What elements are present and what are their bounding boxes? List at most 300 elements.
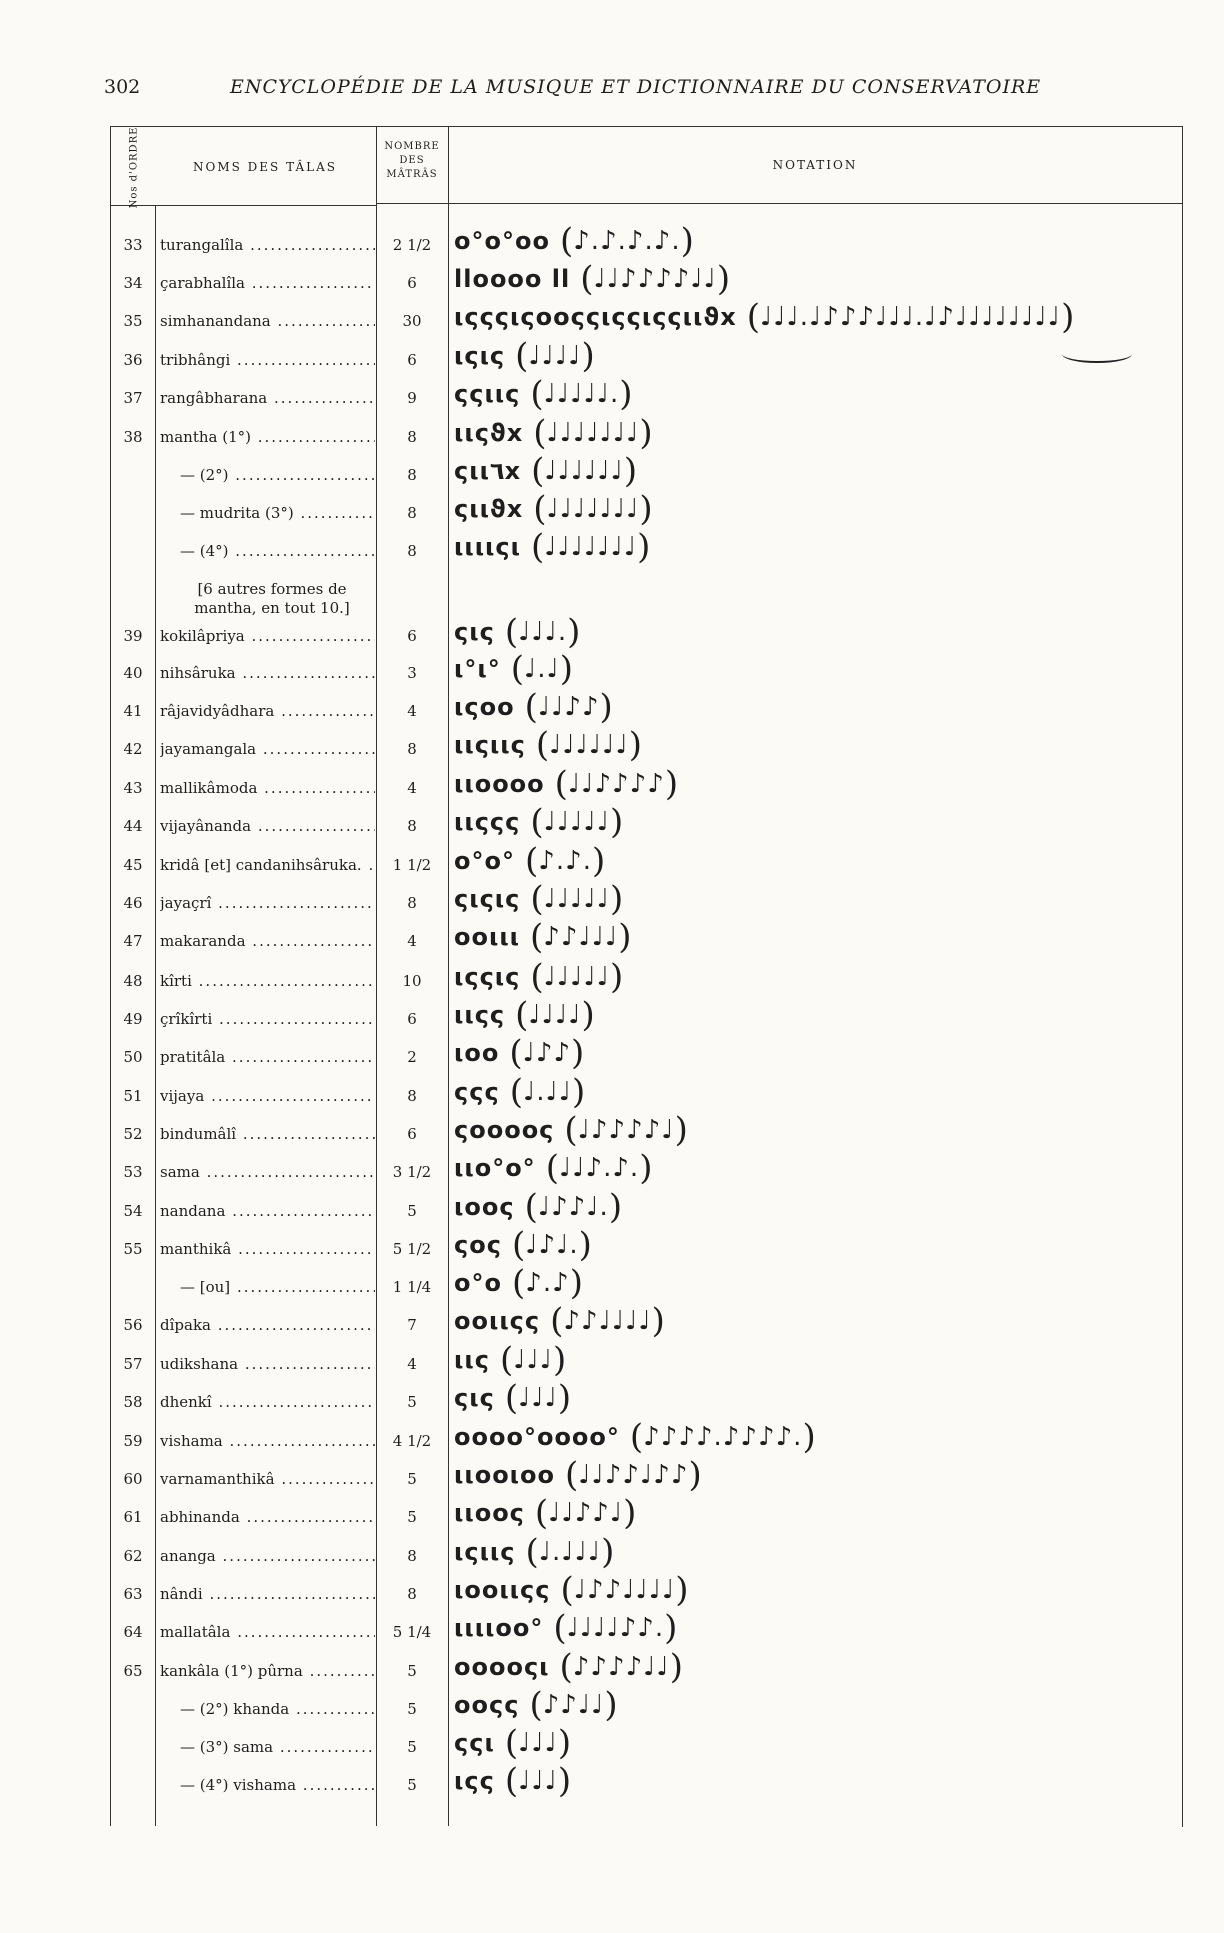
syllabic-notation: ooιιι [454,923,521,951]
music-notes: ♩♪♪♩♩♩♩ [573,1575,676,1605]
tala-name: kankâla (1°) pûrna ..... [160,1662,375,1680]
open-paren: ( [530,802,544,842]
music-notes: ♩♩♩♩♩♩♩ [546,418,640,448]
music-notes: ♩♩♩♩♩ [543,884,610,914]
syllabic-notation: o°o°oo [454,227,550,255]
syllabic-notation: ooooςι [454,1653,550,1681]
notation-cell [454,1685,618,1725]
notation-cell [454,1570,689,1610]
syllabic-notation: ιιoooo [454,770,545,798]
notation-cell [454,1723,572,1763]
matra-count: 4 1/2 [392,1432,432,1450]
close-paren: ) [688,1455,702,1495]
notation-cell [454,1493,637,1533]
table-row [0,726,1224,764]
tala-name: — (4°) ..... [160,542,375,560]
notation-cell [454,1378,572,1418]
notation-cell [454,336,595,376]
close-paren: ) [664,764,679,804]
tala-name: — (3°) sama ..... [160,1738,375,1756]
notation-cell [454,489,653,529]
music-notes: ♩♪♩. [525,1230,579,1260]
row-number: 37 [123,389,143,407]
row-number: 44 [123,817,143,835]
open-paren: ( [499,1340,514,1380]
syllabic-notation: ςςς [454,1078,500,1106]
tala-name: dhenkî ..... [160,1393,375,1411]
close-paren: ) [609,879,624,919]
row-number: 64 [123,1623,143,1641]
close-paren: ) [572,1072,586,1112]
notation-cell [454,451,638,491]
row-number: 59 [123,1432,143,1450]
notation-cell [454,1301,665,1341]
notation-cell [454,221,694,261]
close-paren: ) [674,1110,688,1150]
row-number: 65 [123,1662,143,1680]
table-row [0,1341,1224,1379]
close-paren: ) [557,1378,572,1418]
table-row [0,1149,1224,1187]
open-paren: ( [559,221,574,261]
syllabic-notation: ιιιιςι [454,533,521,561]
notation-cell [454,1072,586,1112]
music-notes: ♪♪♩♩♩ [543,922,619,952]
open-paren: ( [530,527,545,567]
tala-name: rangâbharana ..... [160,389,375,407]
open-paren: ( [530,374,544,414]
syllabic-notation: ιιooιoo [454,1461,556,1489]
open-paren: ( [533,413,547,453]
table-row [0,1686,1224,1724]
row-number: 34 [123,274,143,292]
tala-name: abhinanda ..... [160,1508,375,1526]
open-paren: ( [533,489,547,529]
syllabic-notation: ιιooς [454,1499,525,1527]
row-number: 41 [123,702,143,720]
syllabic-notation: ιςις [454,342,506,370]
notation-cell [454,1340,567,1380]
table-row [0,1264,1224,1302]
matra-count: 8 [407,894,417,912]
table-row [0,490,1224,528]
tala-name: — (2°) ..... [160,466,375,484]
syllabic-notation: ςιςις [454,885,521,913]
close-paren: ) [639,413,653,453]
row-number: 61 [123,1508,143,1526]
matra-count: 6 [407,351,417,369]
notation-cell [454,527,651,567]
close-paren: ) [609,802,624,842]
syllabic-notation: ιςςις [454,963,521,991]
notation-cell [454,725,642,765]
close-paren: ) [664,1608,678,1648]
matra-count: 5 [407,1776,417,1794]
syllabic-notation: lloooo ll [454,265,571,293]
table-row [0,528,1224,566]
matra-count: 9 [407,389,417,407]
close-paren: ) [601,1532,615,1572]
syllabic-notation: ςιι٦x [454,457,522,485]
close-paren: ) [567,612,581,652]
tala-name: udikshana ..... [160,1355,375,1373]
row-number: 36 [123,351,143,369]
tala-name: mallatâla ..... [160,1623,375,1641]
row-number: 45 [123,856,143,874]
notation-cell [454,841,606,881]
music-notes: ♩♩♪♪♩♪♪ [578,1460,689,1490]
matra-count: 5 [407,1508,417,1526]
close-paren: ) [557,1723,572,1763]
row-number: 56 [123,1316,143,1334]
row-number: 55 [123,1240,143,1258]
notation-cell [454,1033,585,1073]
tala-name: simhanandana ..... [160,312,375,330]
music-notes: ♩♩♩ [518,1766,558,1796]
matra-count: 2 [407,1048,417,1066]
matra-count: 5 1/2 [392,1240,432,1258]
notation-cell [454,917,632,957]
syllabic-notation: ιιo°o° [454,1154,536,1182]
syllabic-notation: ιις [454,1346,490,1374]
table-row [0,1379,1224,1417]
syllabic-notation: ιςoo [454,693,515,721]
notation-cell [454,1761,572,1801]
row-number: 51 [123,1087,143,1105]
close-paren: ) [581,336,595,376]
matra-count: 30 [402,312,422,330]
close-paren: ) [680,221,694,261]
close-paren: ) [571,1033,585,1073]
open-paren: ( [629,1417,644,1457]
close-paren: ) [639,489,653,529]
syllabic-notation: o°o° [454,847,515,875]
header-rule [376,203,1182,204]
table-row [0,842,1224,880]
table-row [0,918,1224,956]
table-row [0,1188,1224,1226]
table-row [0,1724,1224,1762]
music-notes: ♩♩♪♪ [537,692,600,722]
music-notes: ♩♩♩♩♪♪. [566,1613,665,1643]
music-notes: ♩♩♪♪♪♪ [567,769,665,799]
syllabic-notation: ιιςςς [454,808,521,836]
close-paren: ) [637,527,651,567]
matra-count: 6 [407,1125,417,1143]
music-notes: ♩.♩♩♩ [538,1537,602,1567]
syllabic-notation: ooςς [454,1691,520,1719]
table-row [0,1226,1224,1264]
tala-name: nandana ..... [160,1202,375,1220]
music-notes: ♪.♪.♪.♪. [573,226,681,256]
matra-count: 8 [407,1087,417,1105]
close-paren: ) [559,649,574,689]
row-number: 40 [123,664,143,682]
open-paren: ( [504,1378,519,1418]
tala-name: mantha (1°) ..... [160,428,375,446]
syllabic-notation: ςςι [454,1729,495,1757]
tala-name: varnamanthikâ ..... [160,1470,375,1488]
notation-cell [454,1263,583,1303]
syllabic-notation: ι°ι° [454,655,501,683]
matra-count: 4 [407,932,417,950]
row-number: 50 [123,1048,143,1066]
notation-cell [454,1417,816,1457]
close-paren: ) [639,1148,653,1188]
matra-count: 8 [407,542,417,560]
close-paren: ) [628,725,642,765]
open-paren: ( [746,297,760,337]
tala-name: turangalîla ..... [160,236,375,254]
row-number: 47 [123,932,143,950]
open-paren: ( [560,1570,574,1610]
open-paren: ( [530,957,544,997]
music-notes: ♪♪♪♪.♪♪♪♪. [643,1422,803,1452]
music-notes: ♩♩♩♩ [528,1000,582,1030]
tala-name: râjavidyâdhara ..... [160,702,375,720]
matra-count: 5 [407,1470,417,1488]
matra-count: 8 [407,817,417,835]
music-notes: ♪.♪ [525,1268,570,1298]
table-row [0,1571,1224,1609]
matra-count: 5 [407,1700,417,1718]
open-paren: ( [524,687,538,727]
tala-name: — (4°) vishama ..... [160,1776,375,1794]
open-paren: ( [509,1072,523,1112]
matra-count: 2 1/2 [392,236,432,254]
tala-name: — mudrita (3°) ..... [160,504,375,522]
table-row [0,260,1224,298]
music-notes: ♩.♩♩ [522,1077,573,1107]
notation-cell [454,1608,678,1648]
row-number: 60 [123,1470,143,1488]
close-paren: ) [591,841,606,881]
music-notes: ♩♩♩ [513,1345,553,1375]
open-paren: ( [515,995,529,1035]
table-row [0,1073,1224,1111]
row-number: 35 [123,312,143,330]
matra-count: 5 [407,1738,417,1756]
open-paren: ( [529,1685,543,1725]
matra-count: 3 [407,664,417,682]
table-note: [6 autres formes de mantha, en tout 10.] [194,580,350,617]
open-paren: ( [580,259,594,299]
tala-name: çarabhalîla ..... [160,274,375,292]
syllabic-notation: ιςς [454,1767,495,1795]
header-matras: NOMBRE DES MÂTRÂS [384,141,440,180]
row-number: 49 [123,1010,143,1028]
open-paren: ( [530,917,544,957]
syllabic-notation: ςoς [454,1231,502,1259]
notation-cell [454,1225,592,1265]
music-notes: ♩♩♪♪♩ [548,1498,624,1528]
music-notes: ♩♩♩♩♩♩ [549,730,629,760]
table-row [0,1418,1224,1456]
table-row [0,298,1224,336]
open-paren: ( [511,1225,526,1265]
music-notes: ♩♩♩♩♩ [543,807,610,837]
row-number: 42 [123,740,143,758]
table-row [0,765,1224,803]
notation-cell [454,1532,615,1572]
close-paren: ) [581,995,595,1035]
open-paren: ( [525,1532,539,1572]
table-row [0,414,1224,452]
open-paren: ( [530,879,544,919]
open-paren: ( [524,1187,538,1227]
notation-cell [454,879,624,919]
tala-name: kokilâpriya ..... [160,627,375,645]
matra-count: 5 [407,1662,417,1680]
table-row [0,650,1224,688]
close-paren: ) [569,1263,583,1303]
music-notes: ♩♩♩♩♩♩♩ [544,532,638,562]
open-paren: ( [535,725,550,765]
table-row [0,1034,1224,1072]
matra-count: 8 [407,1547,417,1565]
tala-name: — (2°) khanda ..... [160,1700,375,1718]
music-notes: ♩♩♪♪♪♪♩♩ [593,264,717,294]
tala-name: nihsâruka ..... [160,664,375,682]
header-names: NOMS DES TÂLAS [193,160,337,174]
open-paren: ( [559,1647,573,1687]
tala-name: çrîkîrti ..... [160,1010,375,1028]
row-number: 63 [123,1585,143,1603]
music-notes: ♩♩♩ [518,1728,558,1758]
table-row [0,1111,1224,1149]
table-row [0,958,1224,996]
open-paren: ( [565,1455,579,1495]
matra-count: 8 [407,504,417,522]
tala-name: tribhângi ..... [160,351,375,369]
row-number: 62 [123,1547,143,1565]
close-paren: ) [608,1187,623,1227]
table-row [0,375,1224,413]
row-number: 54 [123,1202,143,1220]
close-paren: ) [553,1340,567,1380]
running-title: ENCYCLOPÉDIE DE LA MUSIQUE ET DICTIONNAIRE DU CONSERVATOIRE [230,76,1042,98]
matra-count: 4 [407,702,417,720]
open-paren: ( [509,1033,523,1073]
open-paren: ( [564,1110,578,1150]
syllabic-notation: ιoo [454,1039,500,1067]
tala-name: manthikâ ..... [160,1240,375,1258]
syllabic-notation: ιooιιςς [454,1576,551,1604]
table-row [0,452,1224,490]
notation-cell [454,1148,653,1188]
open-paren: ( [515,336,529,376]
notation-cell [454,957,624,997]
matra-count: 8 [407,428,417,446]
matra-count: 7 [407,1316,417,1334]
syllabic-notation: ςις [454,618,495,646]
matra-count: 1 1/4 [392,1278,432,1296]
tala-name: mallikâmoda ..... [160,779,375,797]
header-notation: NOTATION [772,158,858,172]
open-paren: ( [550,1301,564,1341]
music-notes: ♩.♩ [523,654,560,684]
close-paren: ) [557,1761,572,1801]
matra-count: 8 [407,466,417,484]
notation-cell [454,612,581,652]
music-notes: ♪♪♪♪♩♩ [572,1652,670,1682]
header-rule [110,205,376,206]
matra-count: 8 [407,1585,417,1603]
music-notes: ♩♩♩♩♩ [543,962,610,992]
page-number: 302 [104,76,141,98]
tala-name: vishama ..... [160,1432,375,1450]
music-notes: ♩♩♩.♩♪♪♪♩♩♩.♩♪♩♩♩♩♩♩♩♩ [759,302,1062,332]
notation-cell [454,1110,688,1150]
row-number: 58 [123,1393,143,1411]
syllabic-notation: ςςιις [454,380,521,408]
row-number: 46 [123,894,143,912]
notation-cell [454,259,731,299]
row-number: 53 [123,1163,143,1181]
notation-cell [454,413,653,453]
syllabic-notation: ςις [454,1384,495,1412]
notation-cell [454,649,574,689]
matra-count: 3 1/2 [392,1163,432,1181]
matra-count: 1 1/2 [392,856,432,874]
table-row [0,1533,1224,1571]
notation-cell [454,1647,683,1687]
syllabic-notation: ιςςςιςooςςιςςιςςιιϑx [454,303,737,331]
syllabic-notation: ςιιϑx [454,495,524,523]
matra-count: 8 [407,740,417,758]
tala-name: kridâ [et] candanihsâruka. ..... [160,856,375,874]
open-paren: ( [553,1608,567,1648]
syllabic-notation: o°o [454,1269,502,1297]
close-paren: ) [609,957,624,997]
syllabic-notation: ιςιις [454,1538,516,1566]
close-paren: ) [604,1685,618,1725]
music-notes: ♩♪♪♪♪♩ [577,1115,675,1145]
tala-name: sama ..... [160,1163,375,1181]
music-notes: ♩♩♩♩ [528,341,582,371]
table-row [0,996,1224,1034]
row-number: 38 [123,428,143,446]
table-row [0,1648,1224,1686]
music-notes: ♩♩♩♩♩♩ [544,456,624,486]
slur-mark [1062,345,1132,363]
music-notes: ♩♪♪ [522,1038,572,1068]
notation-cell [454,297,1075,337]
matra-count: 4 [407,1355,417,1373]
row-number: 39 [123,627,143,645]
table-row [0,1494,1224,1532]
close-paren: ) [623,1493,637,1533]
row-number: 33 [123,236,143,254]
notation-cell [454,764,679,804]
tala-name: jayamangala ..... [160,740,375,758]
matra-count: 10 [402,972,422,990]
open-paren: ( [510,649,524,689]
close-paren: ) [619,374,633,414]
open-paren: ( [534,1493,549,1533]
table-row [0,688,1224,726]
tala-name: bindumâlî ..... [160,1125,375,1143]
tala-name: dîpaka ..... [160,1316,375,1334]
row-number: 57 [123,1355,143,1373]
close-paren: ) [716,259,731,299]
row-number: 48 [123,972,143,990]
matra-count: 6 [407,627,417,645]
open-paren: ( [504,1723,519,1763]
open-paren: ( [504,612,519,652]
music-notes: ♪♪♩♩♩♩ [563,1306,652,1336]
notation-cell [454,1455,702,1495]
